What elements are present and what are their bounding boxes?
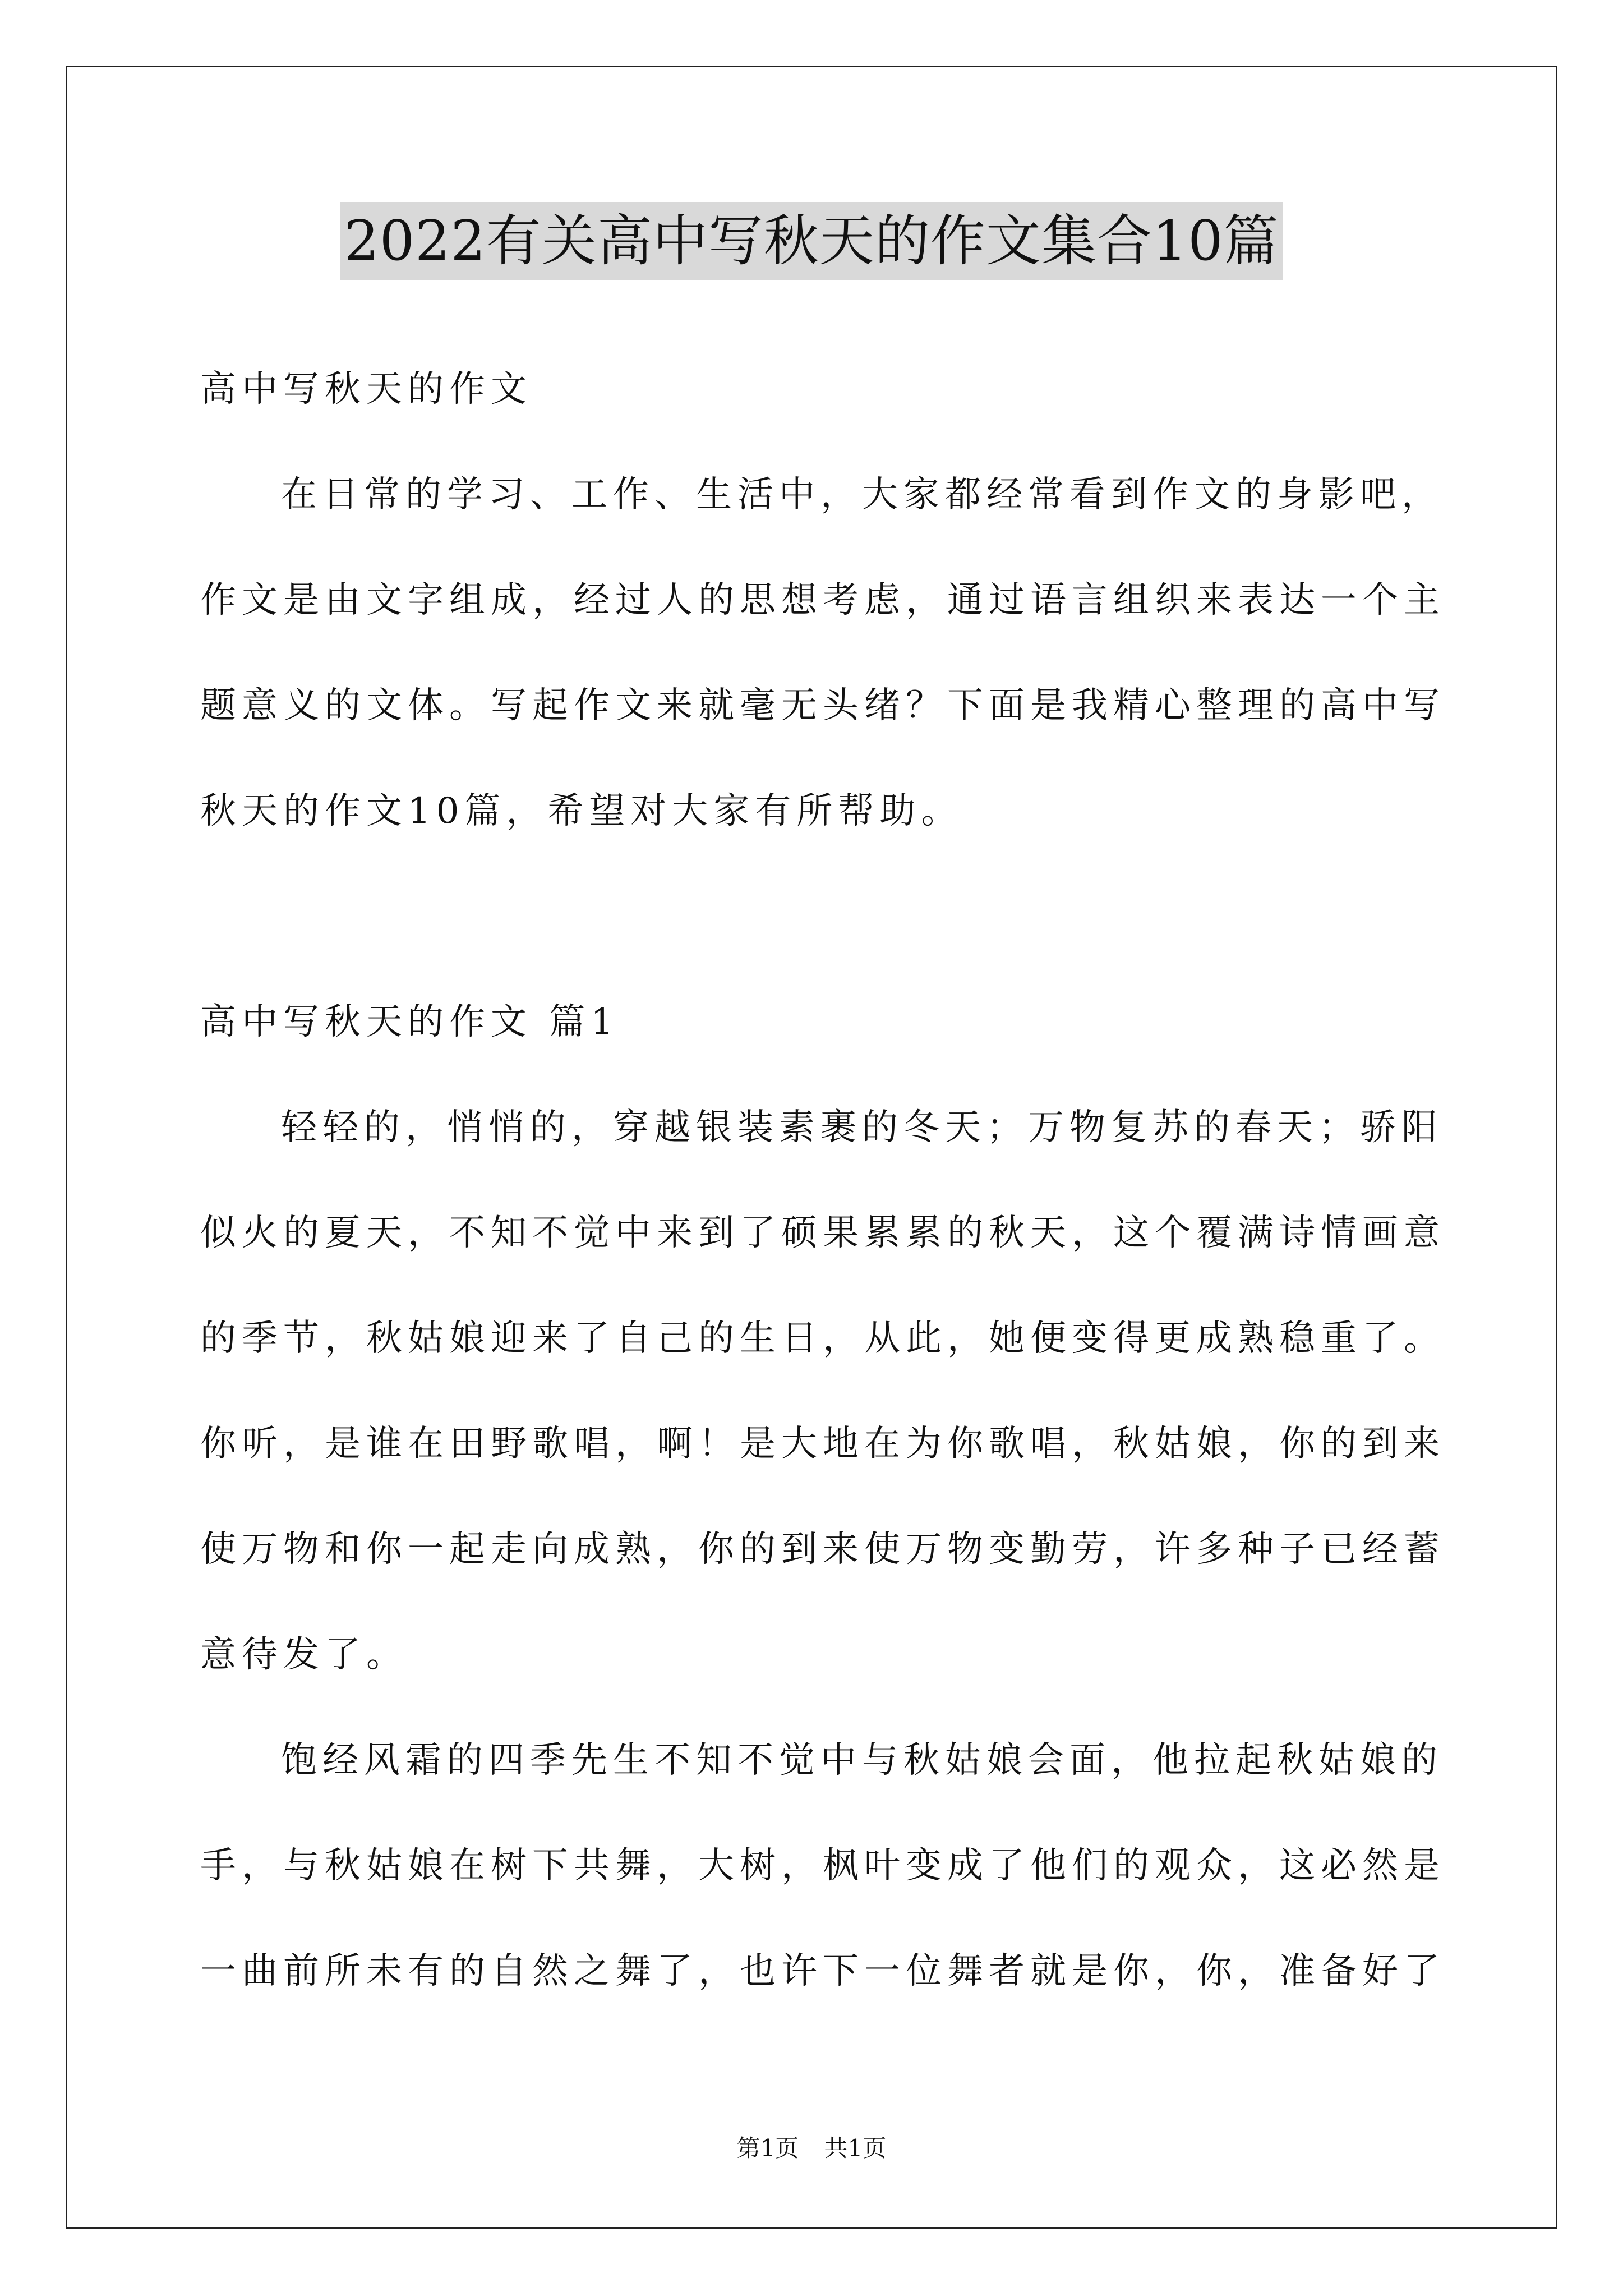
para1-line: 轻轻的，悄悄的，穿越银装素裹的冬天；万物复苏的春天；骄阳: [281, 1107, 1443, 1148]
page-number: 第1页: [736, 2134, 799, 2162]
title-container: [0, 202, 1623, 280]
intro-line: 秋天的作文10篇，希望对大家有所帮助。: [200, 790, 963, 832]
para2-line: 手，与秋姑娘在树下共舞，大树，枫叶变成了他们的观众，这必然是: [200, 1845, 1445, 1887]
para1-line: 你听，是谁在田野歌唱，啊！是大地在为你歌唱，秋姑娘，你的到来: [200, 1423, 1445, 1465]
para2-line: 一曲前所未有的自然之舞了，也许下一位舞者就是你，你，准备好了: [200, 1950, 1445, 1992]
intro-line: 在日常的学习、工作、生活中，大家都经常看到作文的身影吧，: [281, 474, 1443, 516]
para1-line: 似火的夏天，不知不觉中来到了硕果累累的秋天，这个覆满诗情画意: [200, 1212, 1445, 1254]
section-heading: 高中写秋天的作文 篇1: [200, 1001, 620, 1043]
para1-line: 意待发了。: [200, 1634, 408, 1676]
intro-line: 作文是由文字组成，经过人的思想考虑，通过语言组织来表达一个主: [200, 579, 1445, 621]
page-footer: [0, 2132, 1623, 2165]
document-body: [200, 337, 1445, 2024]
intro-line: 题意义的文体。写起作文来就毫无头绪？下面是我精心整理的高中写: [200, 685, 1445, 726]
page-total: 共1页: [824, 2134, 887, 2162]
spacer: [200, 864, 1428, 969]
document-title: 2022有关高中写秋天的作文集合10篇: [340, 202, 1282, 280]
para1-line: 使万物和你一起走向成熟，你的到来使万物变勤劳，许多种子已经蓄: [200, 1529, 1445, 1570]
para2-line: 饱经风霜的四季先生不知不觉中与秋姑娘会面，他拉起秋姑娘的: [281, 1740, 1443, 1781]
para1-line: 的季节，秋姑娘迎来了自己的生日，从此，她便变得更成熟稳重了。: [200, 1318, 1445, 1359]
intro-heading: 高中写秋天的作文: [200, 369, 532, 410]
